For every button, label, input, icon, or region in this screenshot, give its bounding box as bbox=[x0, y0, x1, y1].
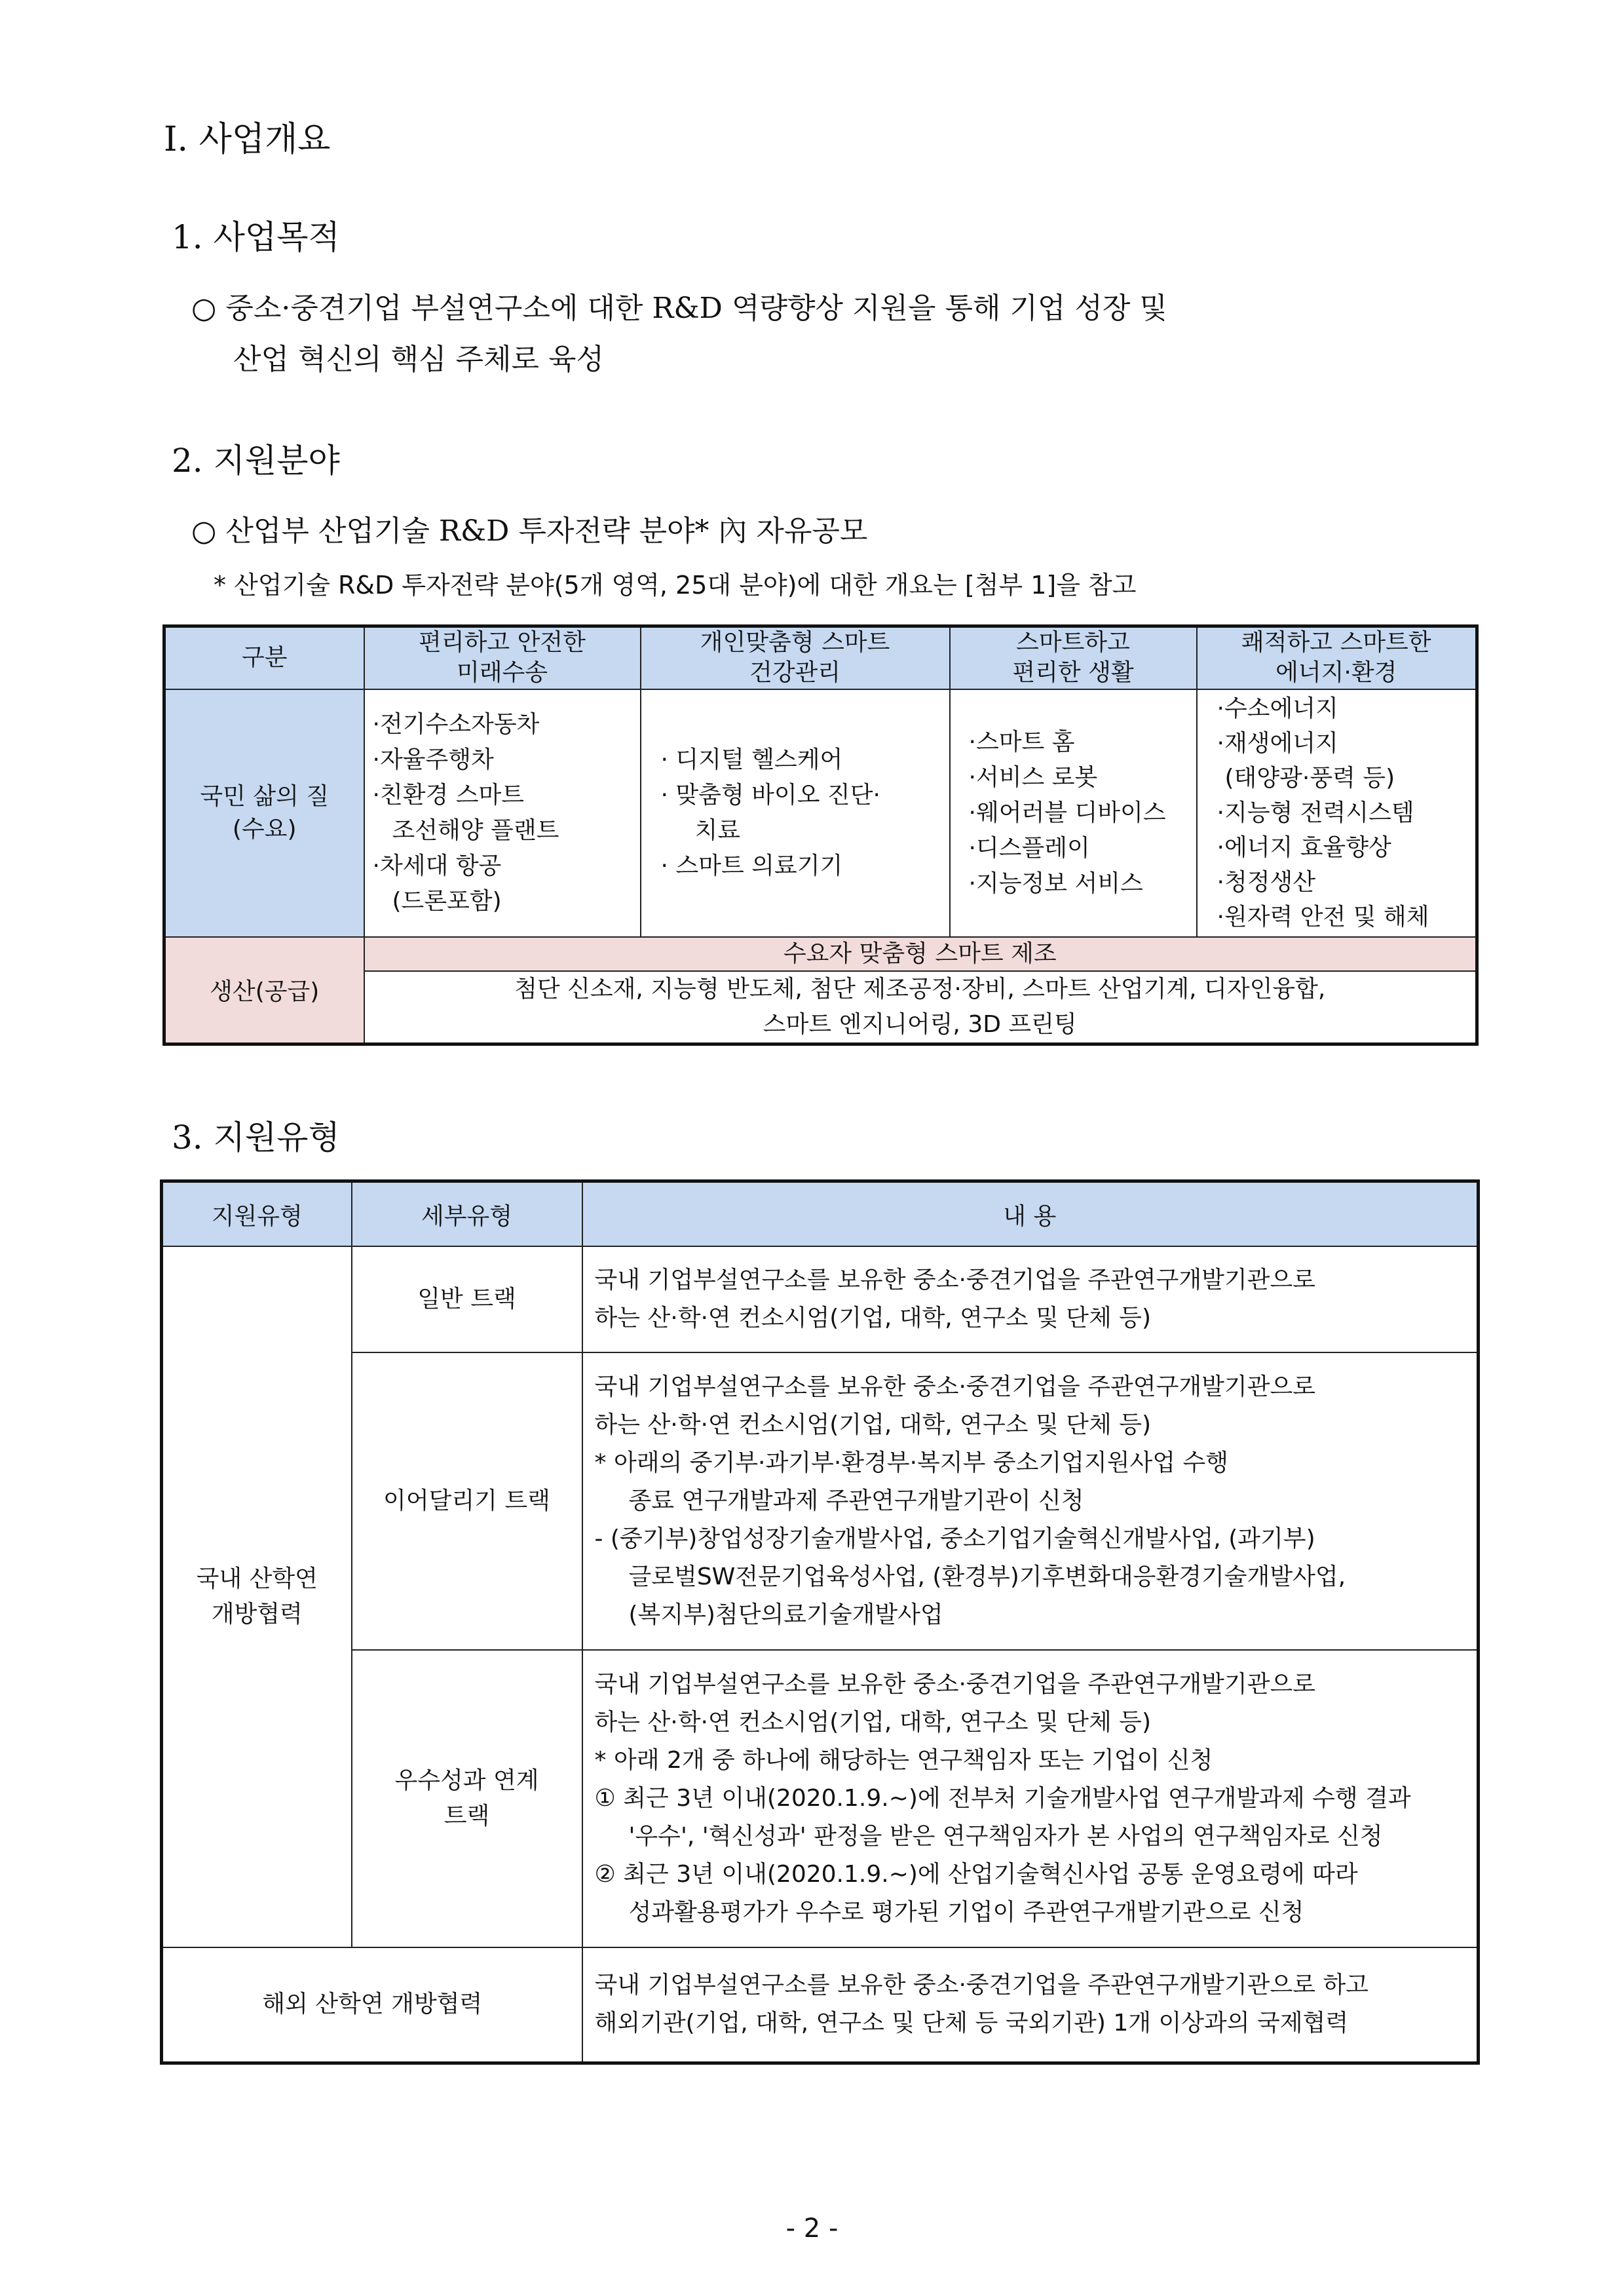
t1-row-demand-label: 국민 삶의 질 (수요) bbox=[164, 689, 364, 937]
fields-line-1: ○ 산업부 산업기술 R&D 투자전략 분야* 內 자유공모 bbox=[191, 514, 868, 548]
t2-overseas-content: 국내 기업부설연구소를 보유한 중소·중견기업을 주관연구개발기관으로 하고 해외기관(기업, 대학, 연구소 및 단체 등 국외기관) 1개 이상과의 국제협력 bbox=[582, 1947, 1479, 2063]
t1-header-health: 개인맞춤형 스마트 건강관리 bbox=[641, 626, 950, 689]
t1-smart-manufacturing: 수요자 맞춤형 스마트 제조 bbox=[364, 937, 1477, 971]
t2-relay-content: 국내 기업부설연구소를 보유한 중소·중견기업을 주관연구개발기관으로 하는 산·학·연 컨소시엄(기업, 대학, 연구소 및 단체 등) * 아래의 중기부·과기부·환경부·복지부 중소기업지원사업 수행 종료 연구개발과제 주관연구개발기관이 신청 - (중기부)창업성장기술개발사업, 중소기업기술혁신개발사업, (과기부) 글로벌SW전문기업육성사업, (환경부)기후변화대응환경기술개발사업, (복지부)첨단의료기술개발사업 bbox=[582, 1352, 1479, 1650]
t2-header-content: 내 용 bbox=[582, 1181, 1479, 1247]
t2-relay-track: 이어달리기 트랙 bbox=[352, 1352, 582, 1650]
section-title: Ⅰ. 사업개요 bbox=[164, 120, 331, 159]
types-table bbox=[160, 1179, 1480, 2065]
t2-general-track: 일반 트랙 bbox=[352, 1246, 582, 1352]
t1-header-mobility: 편리하고 안전한 미래수송 bbox=[364, 626, 641, 689]
heading-purpose: 1. 사업목적 bbox=[172, 218, 340, 256]
t2-domestic-label: 국내 산학연 개방협력 bbox=[162, 1246, 352, 1947]
t1-health-items: · 디지털 헬스케어 · 맞춤형 바이오 진단· 치료 · 스마트 의료기기 bbox=[641, 689, 950, 937]
t2-excellence-track: 우수성과 연계 트랙 bbox=[352, 1650, 582, 1947]
t2-header-type: 지원유형 bbox=[162, 1181, 352, 1247]
t1-living-items: ·스마트 홈 ·서비스 로봇 ·웨어러블 디바이스 ·디스플레이 ·지능정보 서비스 bbox=[950, 689, 1197, 937]
page-number: - 2 - bbox=[785, 2213, 839, 2244]
t1-header-living: 스마트하고 편리한 생활 bbox=[950, 626, 1197, 689]
purpose-line-1: ○ 중소·중견기업 부설연구소에 대한 R&D 역량향상 지원을 통해 기업 성장 및 bbox=[191, 292, 1167, 325]
t2-overseas-label: 해외 산학연 개방협력 bbox=[162, 1947, 582, 2063]
t1-mobility-items: ·전기수소자동차 ·자율주행차 ·친환경 스마트 조선해양 플랜트 ·차세대 항공 (드론포함) bbox=[364, 689, 641, 937]
purpose-line-2: 산업 혁신의 핵심 주체로 육성 bbox=[233, 343, 604, 376]
t1-row-supply-label: 생산(공급) bbox=[164, 937, 364, 1044]
heading-fields: 2. 지원분야 bbox=[172, 442, 340, 480]
t1-header-category: 구분 bbox=[164, 626, 364, 689]
t2-excellence-content: 국내 기업부설연구소를 보유한 중소·중견기업을 주관연구개발기관으로 하는 산·학·연 컨소시엄(기업, 대학, 연구소 및 단체 등) * 아래 2개 중 하나에 해당하는 연구책임자 또는 기업이 신청 ① 최근 3년 이내(2020.1.9.~)에 전부처 기술개발사업 연구개발과제 수행 결과 '우수', '혁신성과' 판정을 받은 연구책임자가 본 사업의 연구책임자로 신청 ② 최근 3년 이내(2020.1.9.~)에 산업기술혁신사업 공통 운영요령에 따라 성과활용평가가 우수로 평가된 기업이 주관연구개발기관으로 신청 bbox=[582, 1650, 1479, 1947]
fields-note: * 산업기술 R&D 투자전략 분야(5개 영역, 25대 분야)에 대한 개요는 [첨부 1]을 참고 bbox=[214, 571, 1137, 600]
t2-header-subtype: 세부유형 bbox=[352, 1181, 582, 1247]
t2-general-content: 국내 기업부설연구소를 보유한 중소·중견기업을 주관연구개발기관으로 하는 산·학·연 컨소시엄(기업, 대학, 연구소 및 단체 등) bbox=[582, 1246, 1479, 1352]
fields-table bbox=[162, 624, 1479, 1046]
t1-header-energy: 쾌적하고 스마트한 에너지·환경 bbox=[1197, 626, 1477, 689]
t1-energy-items: ·수소에너지 ·재생에너지 (태양광·풍력 등) ·지능형 전력시스템 ·에너지 효율향상 ·청정생산 ·원자력 안전 및 해체 bbox=[1197, 689, 1477, 937]
t1-supply-items: 첨단 신소재, 지능형 반도체, 첨단 제조공정·장비, 스마트 산업기계, 디자인융합, 스마트 엔지니어링, 3D 프린팅 bbox=[364, 971, 1477, 1044]
heading-types: 3. 지원유형 bbox=[172, 1119, 340, 1157]
